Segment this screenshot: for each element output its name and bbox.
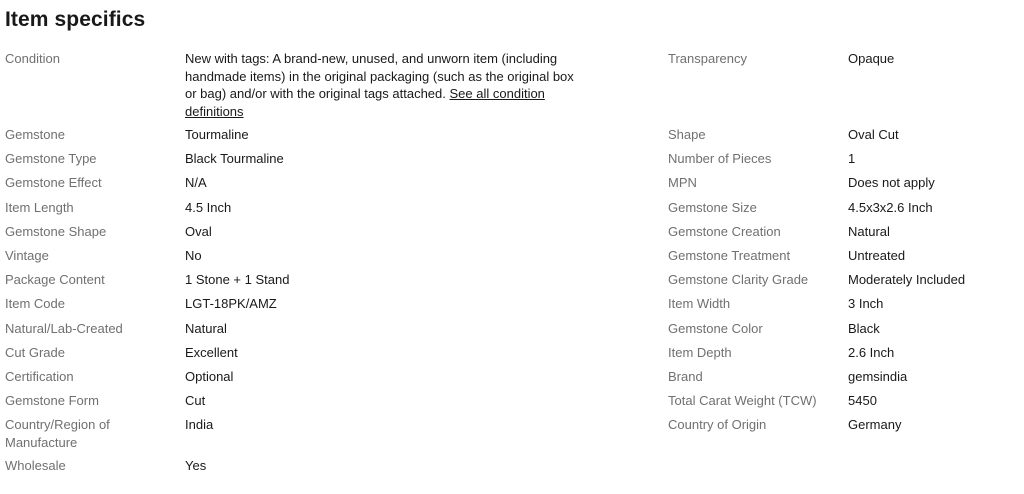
- spec-label: Gemstone Treatment: [668, 247, 791, 263]
- spec-label: Cut Grade: [5, 344, 65, 360]
- spec-row: [5, 416, 645, 457]
- spec-label: Gemstone Size: [668, 199, 757, 215]
- spec-value: Natural: [848, 223, 890, 239]
- spec-row: [668, 174, 1018, 198]
- spec-row: [668, 223, 1018, 247]
- spec-value: N/A: [185, 175, 207, 191]
- spec-value: Oval: [185, 223, 212, 239]
- spec-value: 2.6 Inch: [848, 344, 895, 360]
- spec-label: Vintage: [5, 247, 49, 263]
- spec-value: Natural: [185, 320, 227, 336]
- spec-value: 5450: [848, 393, 877, 409]
- spec-row: [668, 320, 1018, 344]
- spec-label: Gemstone Creation: [668, 223, 781, 239]
- spec-value: Excellent: [185, 344, 238, 360]
- spec-label: Package Content: [5, 272, 105, 288]
- spec-row: [5, 126, 645, 150]
- spec-row: [668, 50, 1018, 126]
- spec-value: India: [185, 417, 214, 433]
- spec-row: [5, 368, 645, 392]
- spec-label: Item Width: [668, 296, 731, 312]
- spec-label: Total Carat Weight (TCW): [668, 393, 817, 409]
- spec-label: Certification: [5, 368, 74, 384]
- spec-label: Item Depth: [668, 344, 732, 360]
- spec-value: Does not apply: [848, 175, 935, 191]
- spec-row: [5, 457, 645, 481]
- spec-label: MPN: [668, 175, 697, 191]
- spec-value: Untreated: [848, 247, 906, 263]
- spec-row: [668, 199, 1018, 223]
- spec-value: Opaque: [848, 51, 895, 66]
- spec-value: No: [185, 247, 202, 263]
- see-all-condition-definitions-link[interactable]: See all condition definitions: [185, 86, 545, 119]
- spec-row: [5, 223, 645, 247]
- spec-label: Condition: [5, 51, 60, 66]
- spec-row: [668, 344, 1018, 368]
- spec-value: Cut: [185, 393, 206, 409]
- spec-label: Gemstone Effect: [5, 175, 102, 191]
- spec-label: Gemstone Clarity Grade: [668, 272, 809, 288]
- spec-row: [5, 392, 645, 416]
- spec-value: gemsindia: [848, 368, 908, 384]
- spec-label: Gemstone Type: [5, 151, 97, 167]
- spec-label: Item Length: [5, 199, 74, 215]
- spec-label: Country of Origin: [668, 417, 767, 433]
- spec-row: [5, 344, 645, 368]
- spec-label: Gemstone Form: [5, 393, 99, 409]
- spec-value: 1: [848, 151, 856, 167]
- spec-label: Country/Region of Manufacture: [5, 417, 110, 450]
- spec-value: Optional: [185, 368, 234, 384]
- spec-value: Germany: [848, 417, 902, 433]
- spec-value: 4.5 Inch: [185, 199, 232, 215]
- spec-label: Transparency: [668, 51, 747, 66]
- spec-value: Yes: [185, 458, 207, 474]
- spec-row: [5, 150, 645, 174]
- spec-label: Natural/Lab-Created: [5, 320, 123, 336]
- spec-value: Black: [848, 320, 880, 336]
- spec-value: Black Tourmaline: [185, 151, 284, 167]
- spec-row: [5, 199, 645, 223]
- spec-row: [668, 295, 1018, 319]
- section-title: Item specifics: [5, 8, 146, 31]
- spec-row: [668, 126, 1018, 150]
- spec-label: Brand: [668, 368, 703, 384]
- spec-row: [668, 150, 1018, 174]
- spec-row: [5, 295, 645, 319]
- spec-label: Item Code: [5, 296, 65, 312]
- spec-row: [5, 174, 645, 198]
- spec-row: [668, 247, 1018, 271]
- spec-value: 4.5x3x2.6 Inch: [848, 199, 933, 215]
- spec-row: [5, 247, 645, 271]
- spec-label: Gemstone Color: [668, 320, 763, 336]
- spec-value: [185, 50, 585, 120]
- spec-value: Moderately Included: [848, 272, 966, 288]
- spec-value: Oval Cut: [848, 127, 899, 142]
- spec-label: Number of Pieces: [668, 151, 772, 167]
- spec-value: 3 Inch: [848, 296, 884, 312]
- spec-label: Shape: [668, 127, 706, 142]
- spec-value: Tourmaline: [185, 127, 249, 142]
- condition-description: New with tags: A brand-new, unused, and unworn item (including handmade items) in the original packaging (such as the original box or bag) and/or with the original tags attached.: [185, 51, 574, 101]
- spec-label: Wholesale: [5, 458, 66, 474]
- spec-row: [668, 392, 1018, 416]
- specifics-right-column: [668, 50, 1018, 440]
- spec-row: [668, 416, 1018, 440]
- spec-value: 1 Stone + 1 Stand: [185, 272, 290, 288]
- spec-label: Gemstone: [5, 127, 65, 142]
- spec-value: LGT-18PK/AMZ: [185, 296, 277, 312]
- spec-row: [668, 271, 1018, 295]
- spec-row: [5, 271, 645, 295]
- spec-label: Gemstone Shape: [5, 223, 107, 239]
- specifics-left-column: [5, 50, 645, 481]
- spec-row: [5, 320, 645, 344]
- spec-row: [668, 368, 1018, 392]
- spec-row-condition: [5, 50, 645, 126]
